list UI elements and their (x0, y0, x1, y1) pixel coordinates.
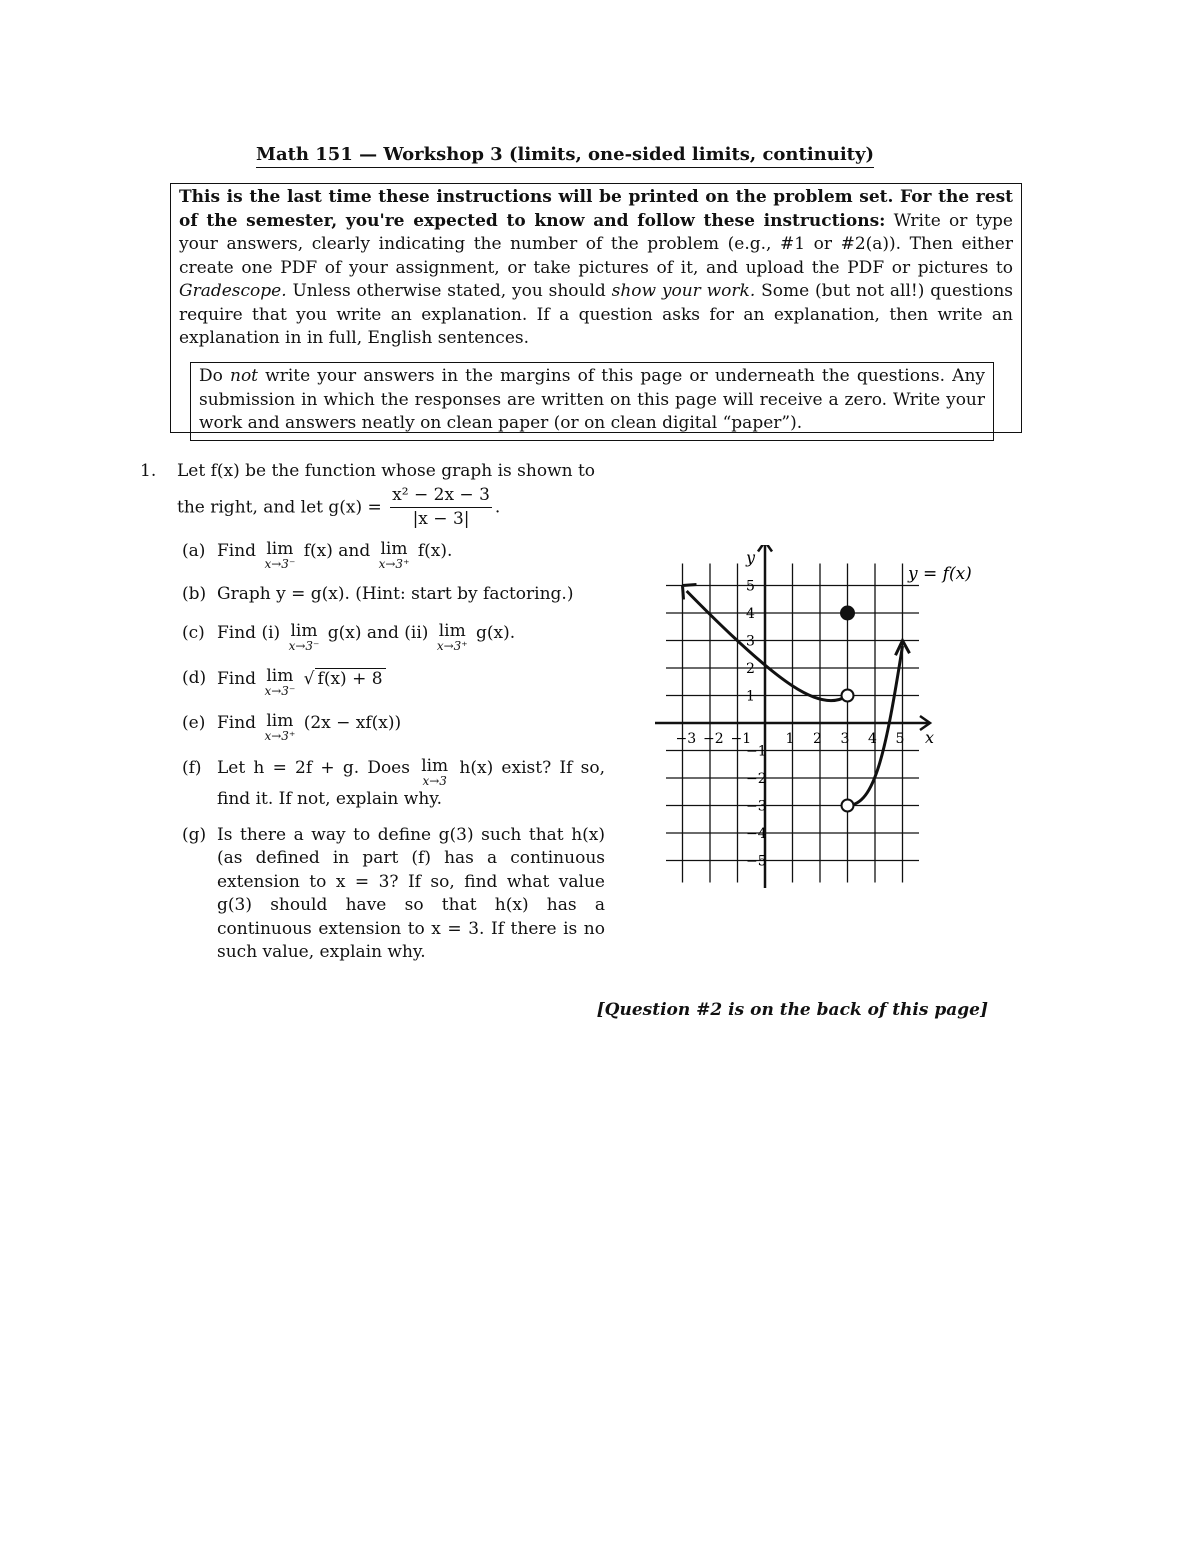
x-tick-label: −1 (730, 731, 752, 747)
part-label: (b) (182, 583, 207, 604)
warning-not: not (230, 366, 259, 386)
question-stem (177, 460, 605, 532)
gradescope-text: Gradescope. (179, 281, 287, 301)
lim-word: lim (266, 666, 294, 686)
x-tick-label: 2 (813, 731, 822, 747)
limit (379, 540, 410, 571)
y-tick-label: 2 (746, 661, 755, 677)
part-f (182, 757, 605, 812)
part-text: Graph y = g(x). (Hint: start by factoring.) (217, 583, 574, 604)
lim-sub: x→3⁻ (288, 639, 320, 653)
x-tick-label: −3 (675, 731, 697, 747)
page-title: Math 151 — Workshop 3 (limits, one-sided limits, continuity) (0, 144, 1130, 165)
x-tick-label: 5 (895, 731, 905, 747)
part-text: Let h = 2f + g. Does (217, 758, 410, 778)
instructions-text (179, 184, 1013, 351)
open-circle-point (842, 690, 854, 702)
x-tick-label: −2 (703, 731, 724, 747)
lim-sub: x→3⁻ (264, 684, 296, 698)
limit (289, 622, 320, 653)
lim-sub: x→3 (422, 774, 447, 788)
g-fraction (390, 484, 492, 532)
y-axis-label: y (746, 548, 756, 567)
y-tick-label: −1 (746, 743, 767, 760)
g-numerator: x² − 2x − 3 (390, 484, 492, 509)
sqrt-expression: f(x) + 8 (315, 668, 386, 689)
y-tick-label: 5 (746, 578, 755, 595)
show-work-text: show your work. (611, 281, 756, 301)
limit (264, 712, 295, 743)
part-label: (d) (182, 668, 207, 688)
x-tick-label: 4 (868, 731, 877, 747)
y-tick-label: −3 (746, 798, 767, 815)
warning-box (190, 362, 994, 441)
part-e (182, 712, 605, 743)
part-text: Find (i) (217, 623, 281, 643)
part-g (182, 824, 605, 965)
part-text: h(x) exist? If so, find it. If not, explain why. (217, 758, 605, 809)
stem-text: Let f(x) be the function whose graph is shown to the right, and let g(x) = (177, 461, 596, 517)
x-axis-label: x (925, 728, 935, 747)
instructions-body-3: Some (but not all!) questions require that you write an explanation. If a question asks for an explanation, then write an explanation in in full, English sentences. (179, 281, 1013, 348)
part-text: (2x − xf(x)) (303, 713, 402, 733)
function-graph (645, 545, 975, 890)
lim-word: lim (438, 621, 466, 641)
x-tick-label: 1 (785, 731, 795, 747)
part-b (182, 583, 605, 607)
question-1 (140, 460, 605, 965)
part-text: f(x) and (303, 540, 371, 561)
x-tick-label: 3 (840, 731, 850, 747)
part-label: (f) (182, 758, 202, 778)
limit (264, 667, 295, 698)
part-text: Find (217, 669, 257, 689)
y-tick-label: 3 (746, 633, 755, 650)
lim-sub: x→3⁺ (378, 556, 410, 571)
part-text: Find (217, 713, 257, 733)
footnote: [Question #2 is on the back of this page] (596, 1000, 988, 1020)
warning-body: write your answers in the margins of this page or underneath the questions. Any submission in which the responses are written on this page will receive a zero. Write your work and answers neatly on clean paper (or on clean digital “paper”). (199, 366, 986, 433)
part-label: (a) (182, 540, 206, 561)
y-tick-label: −5 (746, 853, 767, 870)
part-label: (e) (182, 713, 206, 733)
warning-do: Do (199, 366, 223, 386)
limit (264, 540, 295, 571)
instructions-body-1: Write or type your answers, clearly indicating the number of the problem (e.g., #1 or #2(a)). Then either create one PDF of your assignment, or take pictures of it, and upload the PDF or pictures to (179, 210, 1013, 278)
part-label: (c) (182, 623, 205, 643)
part-text: g(x). (476, 623, 516, 643)
instructions-body-2: Unless otherwise stated, you should (292, 281, 606, 301)
lim-sub: x→3⁺ (436, 639, 468, 653)
limit (421, 757, 448, 788)
lim-word: lim (266, 538, 294, 559)
open-circle-point (842, 800, 854, 812)
part-text: f(x). (417, 540, 453, 561)
question-number: 1. (140, 461, 157, 481)
part-text: Is there a way to define g(3) such that h(x) (as defined in part (f) has a continuous extension to x = 3? If so, find what value g(3) should have so that h(x) has a continuous extension to x = 3. If there is no such value, explain why. (217, 824, 605, 962)
part-a (182, 540, 605, 571)
lim-sub: x→3⁺ (264, 729, 296, 743)
part-text: Find (217, 540, 257, 561)
curve-label: y = f(x) (908, 564, 972, 584)
instructions-box (170, 183, 1022, 433)
instructions-lead: This is the last time these instructions will be printed on the problem set. For the rest of the semester, you're expected to know and follow these instructions: (179, 187, 1013, 231)
y-tick-label: −4 (746, 826, 767, 842)
part-d: (d) Find lim x→3⁻ √ f(x) + 8 (182, 667, 605, 698)
limit (437, 622, 468, 653)
lim-word: lim (380, 538, 408, 559)
lim-word: lim (290, 621, 318, 641)
part-text: g(x) and (ii) (327, 623, 429, 643)
lim-sub: x→3⁻ (264, 556, 296, 571)
y-tick-label: −2 (746, 771, 767, 787)
y-tick-label: 1 (746, 688, 755, 705)
lim-word: lim (421, 756, 449, 776)
part-c (182, 622, 605, 653)
left-branch (687, 591, 848, 701)
part-label: (g) (182, 824, 207, 845)
stem-end: . (494, 497, 501, 517)
closed-circle-point (841, 606, 855, 620)
g-denominator: |x − 3| (412, 509, 470, 529)
y-tick-label: 4 (746, 606, 755, 622)
lim-word: lim (266, 711, 294, 731)
